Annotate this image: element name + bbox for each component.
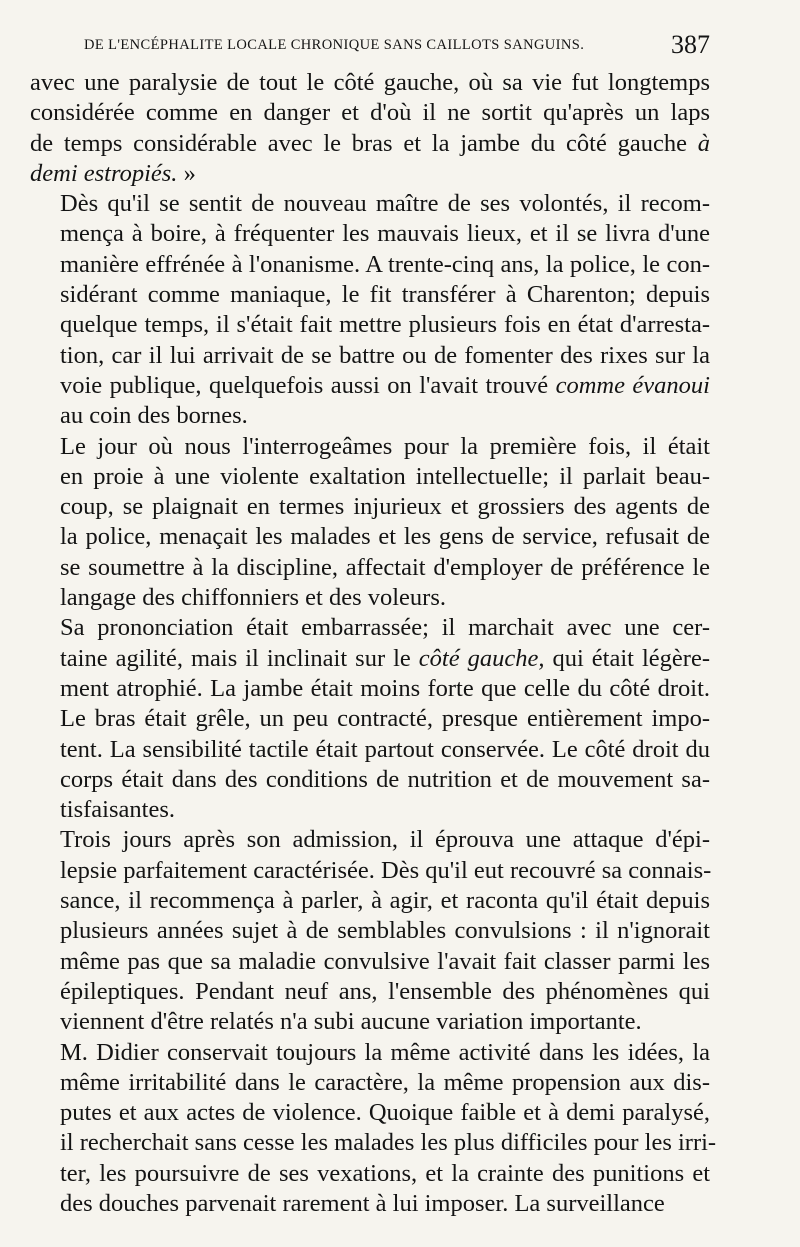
text-run: au coin des bornes.: [60, 402, 248, 430]
page-number: 387: [671, 30, 710, 59]
paragraph: [30, 68, 710, 189]
text-line: [30, 371, 710, 401]
text-line: [30, 1068, 710, 1098]
text-run: ment atrophié. La jambe était moins forte que celle du côté droit.: [60, 674, 710, 702]
text-line: [30, 68, 710, 98]
text-run: sidérant comme maniaque, le fit transférer à Charenton; depuis: [60, 281, 710, 309]
text-line: [30, 310, 710, 340]
text-run: même irritabilité dans le caractère, la même propension aux dis-: [60, 1068, 710, 1096]
text-run: plusieurs années sujet à de semblables convulsions : il n'ignorait: [60, 917, 710, 945]
text-line: [30, 886, 710, 916]
text-line: [30, 947, 710, 977]
text-line: [30, 432, 710, 462]
text-run: même pas que sa maladie convulsive l'avait fait classer parmi les: [60, 947, 710, 975]
paragraph: [30, 1038, 717, 1220]
text-line: [30, 219, 710, 249]
text-line: [30, 462, 710, 492]
text-run: en proie à une violente exaltation intellectuelle; il parlait beau-: [60, 462, 710, 490]
paragraph: [30, 189, 710, 431]
text-run: Le bras était grêle, un peu contracté, presque entièrement impo-: [60, 705, 710, 733]
text-line: [30, 159, 710, 189]
text-line: [30, 1038, 710, 1068]
text-run: Dès qu'il se sentit de nouveau maître de ses volontés, il recom-: [60, 190, 710, 218]
text-line: [30, 704, 710, 734]
text-line: [30, 129, 710, 159]
text-run: sance, il recommença à parler, à agir, et raconta qu'il était depuis: [60, 887, 710, 915]
text-line: [30, 735, 710, 765]
paragraph: [30, 432, 710, 614]
body-text: [30, 68, 717, 1219]
paragraph: [30, 613, 710, 825]
text-run: langage des chiffonniers et des voleurs.: [60, 584, 446, 612]
text-run: Trois jours après son admission, il éprouva une attaque d'épi-: [60, 826, 710, 854]
italic-text: à: [697, 129, 710, 157]
text-line: [30, 856, 710, 886]
text-line: [30, 553, 710, 583]
text-run: M. Didier conservait toujours la même activité dans les idées, la: [60, 1038, 710, 1066]
text-line: [30, 98, 710, 128]
text-run: de temps considérable avec le bras et la jambe du côté gauche: [30, 129, 698, 157]
text-run: quelque temps, il s'était fait mettre plusieurs fois en état d'arresta-: [60, 311, 710, 339]
text-run: manière effrénée à l'onanisme. A trente-cinq ans, la police, le con-: [60, 250, 710, 278]
italic-text: demi estropiés.: [30, 159, 178, 187]
text-run: coup, se plaignait en termes injurieux et grossiers des agents de: [60, 493, 710, 521]
text-run: lepsie parfaitement caractérisée. Dès qu'il eut recouvré sa connais-: [60, 856, 712, 884]
text-run: se soumettre à la discipline, affectait d'employer de préférence le: [60, 553, 710, 581]
text-line: [30, 280, 710, 310]
text-line: [30, 644, 710, 674]
text-run: des douches parvenait rarement à lui imposer. La surveillance: [60, 1189, 665, 1217]
italic-text: côté gauche,: [418, 644, 545, 672]
text-run: corps était dans des conditions de nutrition et de mouvement sa-: [60, 765, 710, 793]
text-run: mença à boire, à fréquenter les mauvais lieux, et il se livra d'une: [60, 220, 710, 248]
italic-text: comme évanoui: [555, 371, 710, 399]
page-header: [60, 30, 710, 62]
text-run: tisfaisantes.: [60, 796, 175, 824]
text-line: [30, 492, 710, 522]
text-run: taine agilité, mais il inclinait sur le: [60, 644, 419, 672]
text-line: [30, 522, 710, 552]
text-run: voie publique, quelquefois aussi on l'avait trouvé: [60, 371, 556, 399]
text-run: »: [177, 159, 196, 187]
text-line: [30, 1189, 710, 1219]
text-line: [30, 674, 710, 704]
text-run: épileptiques. Pendant neuf ans, l'ensemble des phénomènes qui: [60, 977, 710, 1005]
text-run: avec une paralysie de tout le côté gauche, où sa vie fut longtemps: [30, 69, 710, 96]
text-line: [30, 765, 710, 795]
paragraph: [30, 825, 710, 1037]
text-line: [30, 401, 710, 431]
text-run: Le jour où nous l'interrogeâmes pour la première fois, il était: [60, 432, 710, 460]
text-run: tent. La sensibilité tactile était partout conservée. Le côté droit du: [60, 735, 710, 763]
text-line: [30, 583, 710, 613]
text-run: la police, menaçait les malades et les gens de service, refusait de: [60, 523, 710, 551]
text-line: [30, 1128, 717, 1158]
text-run: considérée comme en danger et d'où il ne sortit qu'après un laps: [30, 99, 710, 127]
text-run: viennent d'être relatés n'a subi aucune variation importante.: [60, 1008, 642, 1036]
text-run: qui était légère-: [544, 644, 710, 672]
text-run: Sa prononciation était embarrassée; il marchait avec une cer-: [60, 614, 710, 642]
text-run: putes et aux actes de violence. Quoique faible et à demi paralysé,: [60, 1099, 710, 1127]
text-line: [30, 977, 710, 1007]
running-title: DE L'ENCÉPHALITE LOCALE CHRONIQUE SANS CAILLOTS SANGUINS.: [84, 37, 585, 53]
text-run: ter, les poursuivre de ses vexations, et la crainte des punitions et: [60, 1159, 710, 1187]
text-line: [30, 250, 710, 280]
text-line: [30, 341, 710, 371]
text-line: [30, 1007, 710, 1037]
text-run: tion, car il lui arrivait de se battre ou de fomenter des rixes sur la: [60, 341, 710, 369]
text-run: il recherchait sans cesse les malades les plus difficiles pour les irri-: [60, 1129, 717, 1157]
text-line: [30, 825, 710, 855]
text-line: [30, 916, 710, 946]
text-line: [30, 189, 710, 219]
text-line: [30, 1098, 710, 1128]
text-line: [30, 795, 710, 825]
text-line: [30, 613, 710, 643]
text-line: [30, 1159, 710, 1189]
